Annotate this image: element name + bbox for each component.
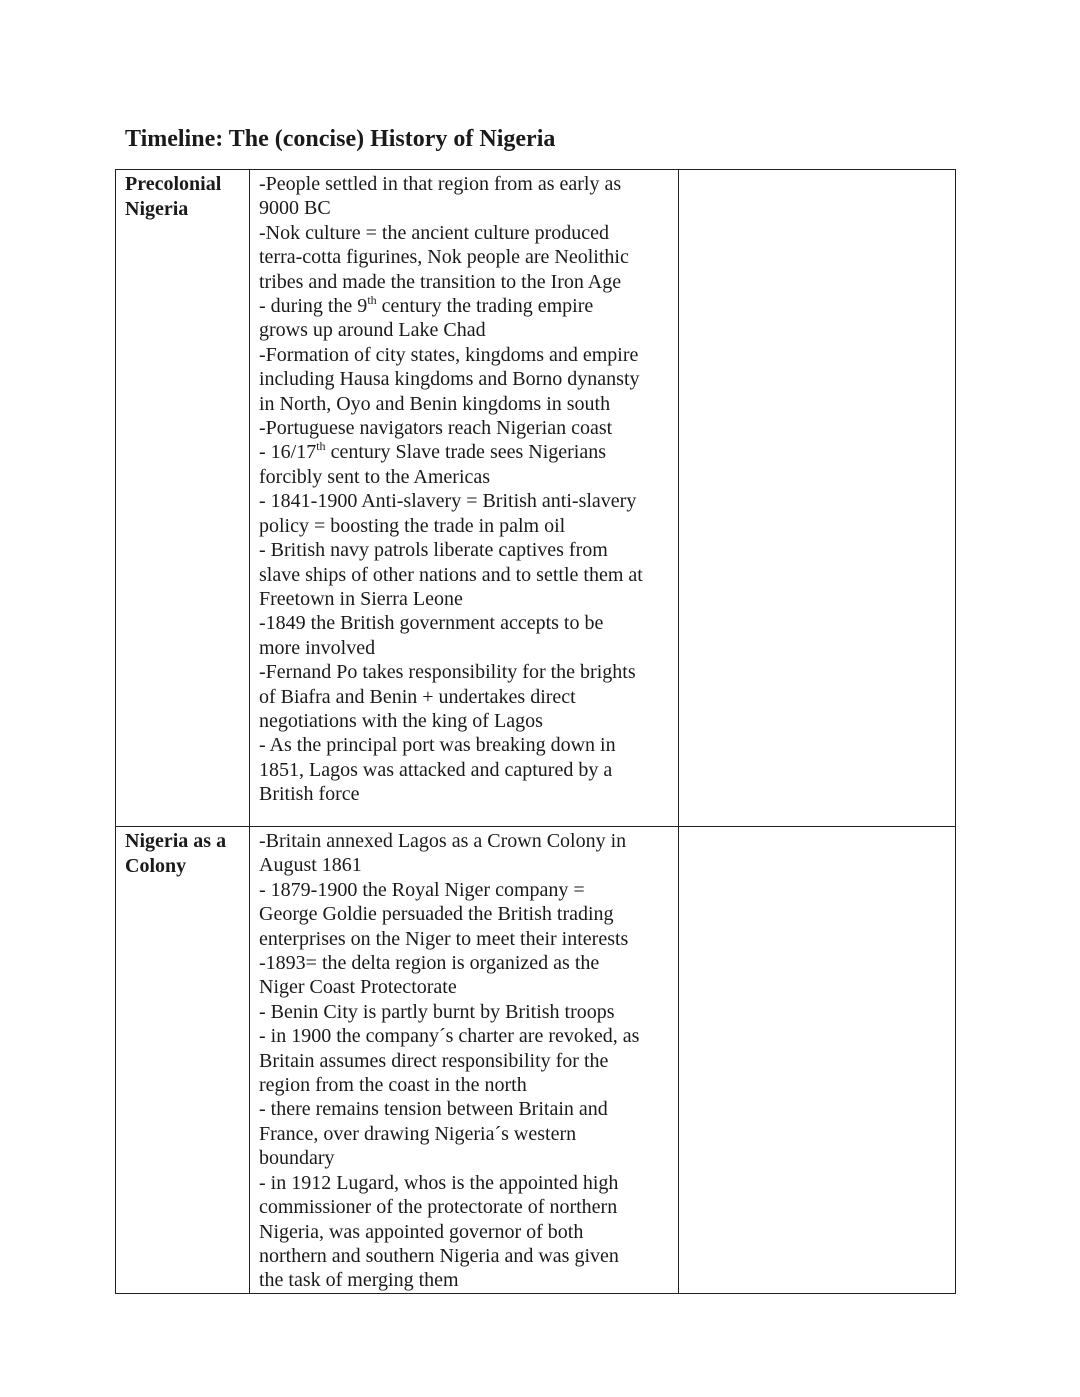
event-line: France, over drawing Nigeria´s western (259, 1122, 577, 1145)
page-title: Timeline: The (concise) History of Nigeria (125, 126, 556, 152)
event-line: - British navy patrols liberate captives from (259, 539, 608, 562)
event-line: - during the 9th century the trading empire (259, 293, 594, 318)
event-line: policy = boosting the trade in palm oil (259, 514, 566, 537)
period-label-line: Colony (125, 854, 187, 877)
event-line: boundary (259, 1147, 335, 1170)
events-list (250, 170, 678, 807)
table-row (116, 827, 956, 1294)
event-line: Freetown in Sierra Leone (259, 587, 463, 610)
event-line: northern and southern Nigeria and was given (259, 1244, 619, 1267)
event-line: of Biafra and Benin + undertakes direct (259, 685, 576, 708)
event-line: the task of merging them (259, 1269, 459, 1292)
event-line: region from the coast in the north (259, 1074, 527, 1097)
event-line: - Benin City is partly burnt by British troops (259, 1000, 615, 1023)
event-line: -Portuguese navigators reach Nigerian coast (259, 417, 613, 440)
event-line: -Fernand Po takes responsibility for the brights (259, 661, 636, 684)
events-list (250, 827, 678, 1293)
event-line: - 1879-1900 the Royal Niger company = (259, 878, 585, 901)
notes-cell (679, 827, 956, 1294)
table-row (116, 170, 956, 827)
event-line: commissioner of the protectorate of northern (259, 1196, 618, 1219)
event-line: more involved (259, 636, 376, 659)
period-cell (116, 170, 250, 827)
event-line: tribes and made the transition to the Iron Age (259, 270, 622, 293)
notes-cell (679, 170, 956, 827)
period-cell (116, 827, 250, 1294)
event-line: 9000 BC (259, 197, 331, 220)
event-line: British force (259, 783, 360, 806)
event-line: terra-cotta figurines, Nok people are Neolithic (259, 246, 629, 269)
event-line: -Formation of city states, kingdoms and empire (259, 343, 639, 366)
event-line: grows up around Lake Chad (259, 319, 486, 342)
event-line: enterprises on the Niger to meet their interests (259, 927, 629, 950)
event-line: in North, Oyo and Benin kingdoms in south (259, 392, 611, 415)
event-line: George Goldie persuaded the British trading (259, 903, 614, 926)
event-line: -Nok culture = the ancient culture produced (259, 221, 610, 244)
event-line: forcibly sent to the Americas (259, 465, 491, 488)
event-line: - As the principal port was breaking down in (259, 734, 616, 757)
events-cell (250, 170, 679, 827)
event-line: Britain assumes direct responsibility for the (259, 1049, 609, 1072)
timeline-table (115, 169, 956, 1294)
period-label-line: Nigeria as a (125, 830, 227, 852)
event-line: Niger Coast Protectorate (259, 976, 457, 999)
event-line: Nigeria, was appointed governor of both (259, 1220, 584, 1243)
event-line: -People settled in that region from as early as (259, 173, 622, 195)
event-line: August 1861 (259, 854, 362, 877)
event-line: - there remains tension between Britain and (259, 1098, 608, 1121)
event-line: -Britain annexed Lagos as a Crown Colony in (259, 830, 627, 852)
event-line: - 16/17th century Slave trade sees Nigerians (259, 439, 607, 464)
event-line: including Hausa kingdoms and Borno dynansty (259, 368, 640, 391)
event-line: slave ships of other nations and to settle them at (259, 563, 643, 586)
event-line: negotiations with the king of Lagos (259, 709, 543, 732)
event-line: - 1841-1900 Anti-slavery = British anti-slavery (259, 490, 637, 513)
event-line: - in 1900 the company´s charter are revoked, as (259, 1025, 640, 1048)
event-line: - in 1912 Lugard, whos is the appointed high (259, 1171, 619, 1194)
period-label-line: Precolonial (125, 173, 222, 195)
event-line: -1893= the delta region is organized as the (259, 952, 600, 975)
events-cell (250, 827, 679, 1294)
event-line: -1849 the British government accepts to be (259, 612, 604, 635)
period-label-line: Nigeria (125, 197, 189, 220)
event-line: 1851, Lagos was attacked and captured by a (259, 758, 613, 781)
